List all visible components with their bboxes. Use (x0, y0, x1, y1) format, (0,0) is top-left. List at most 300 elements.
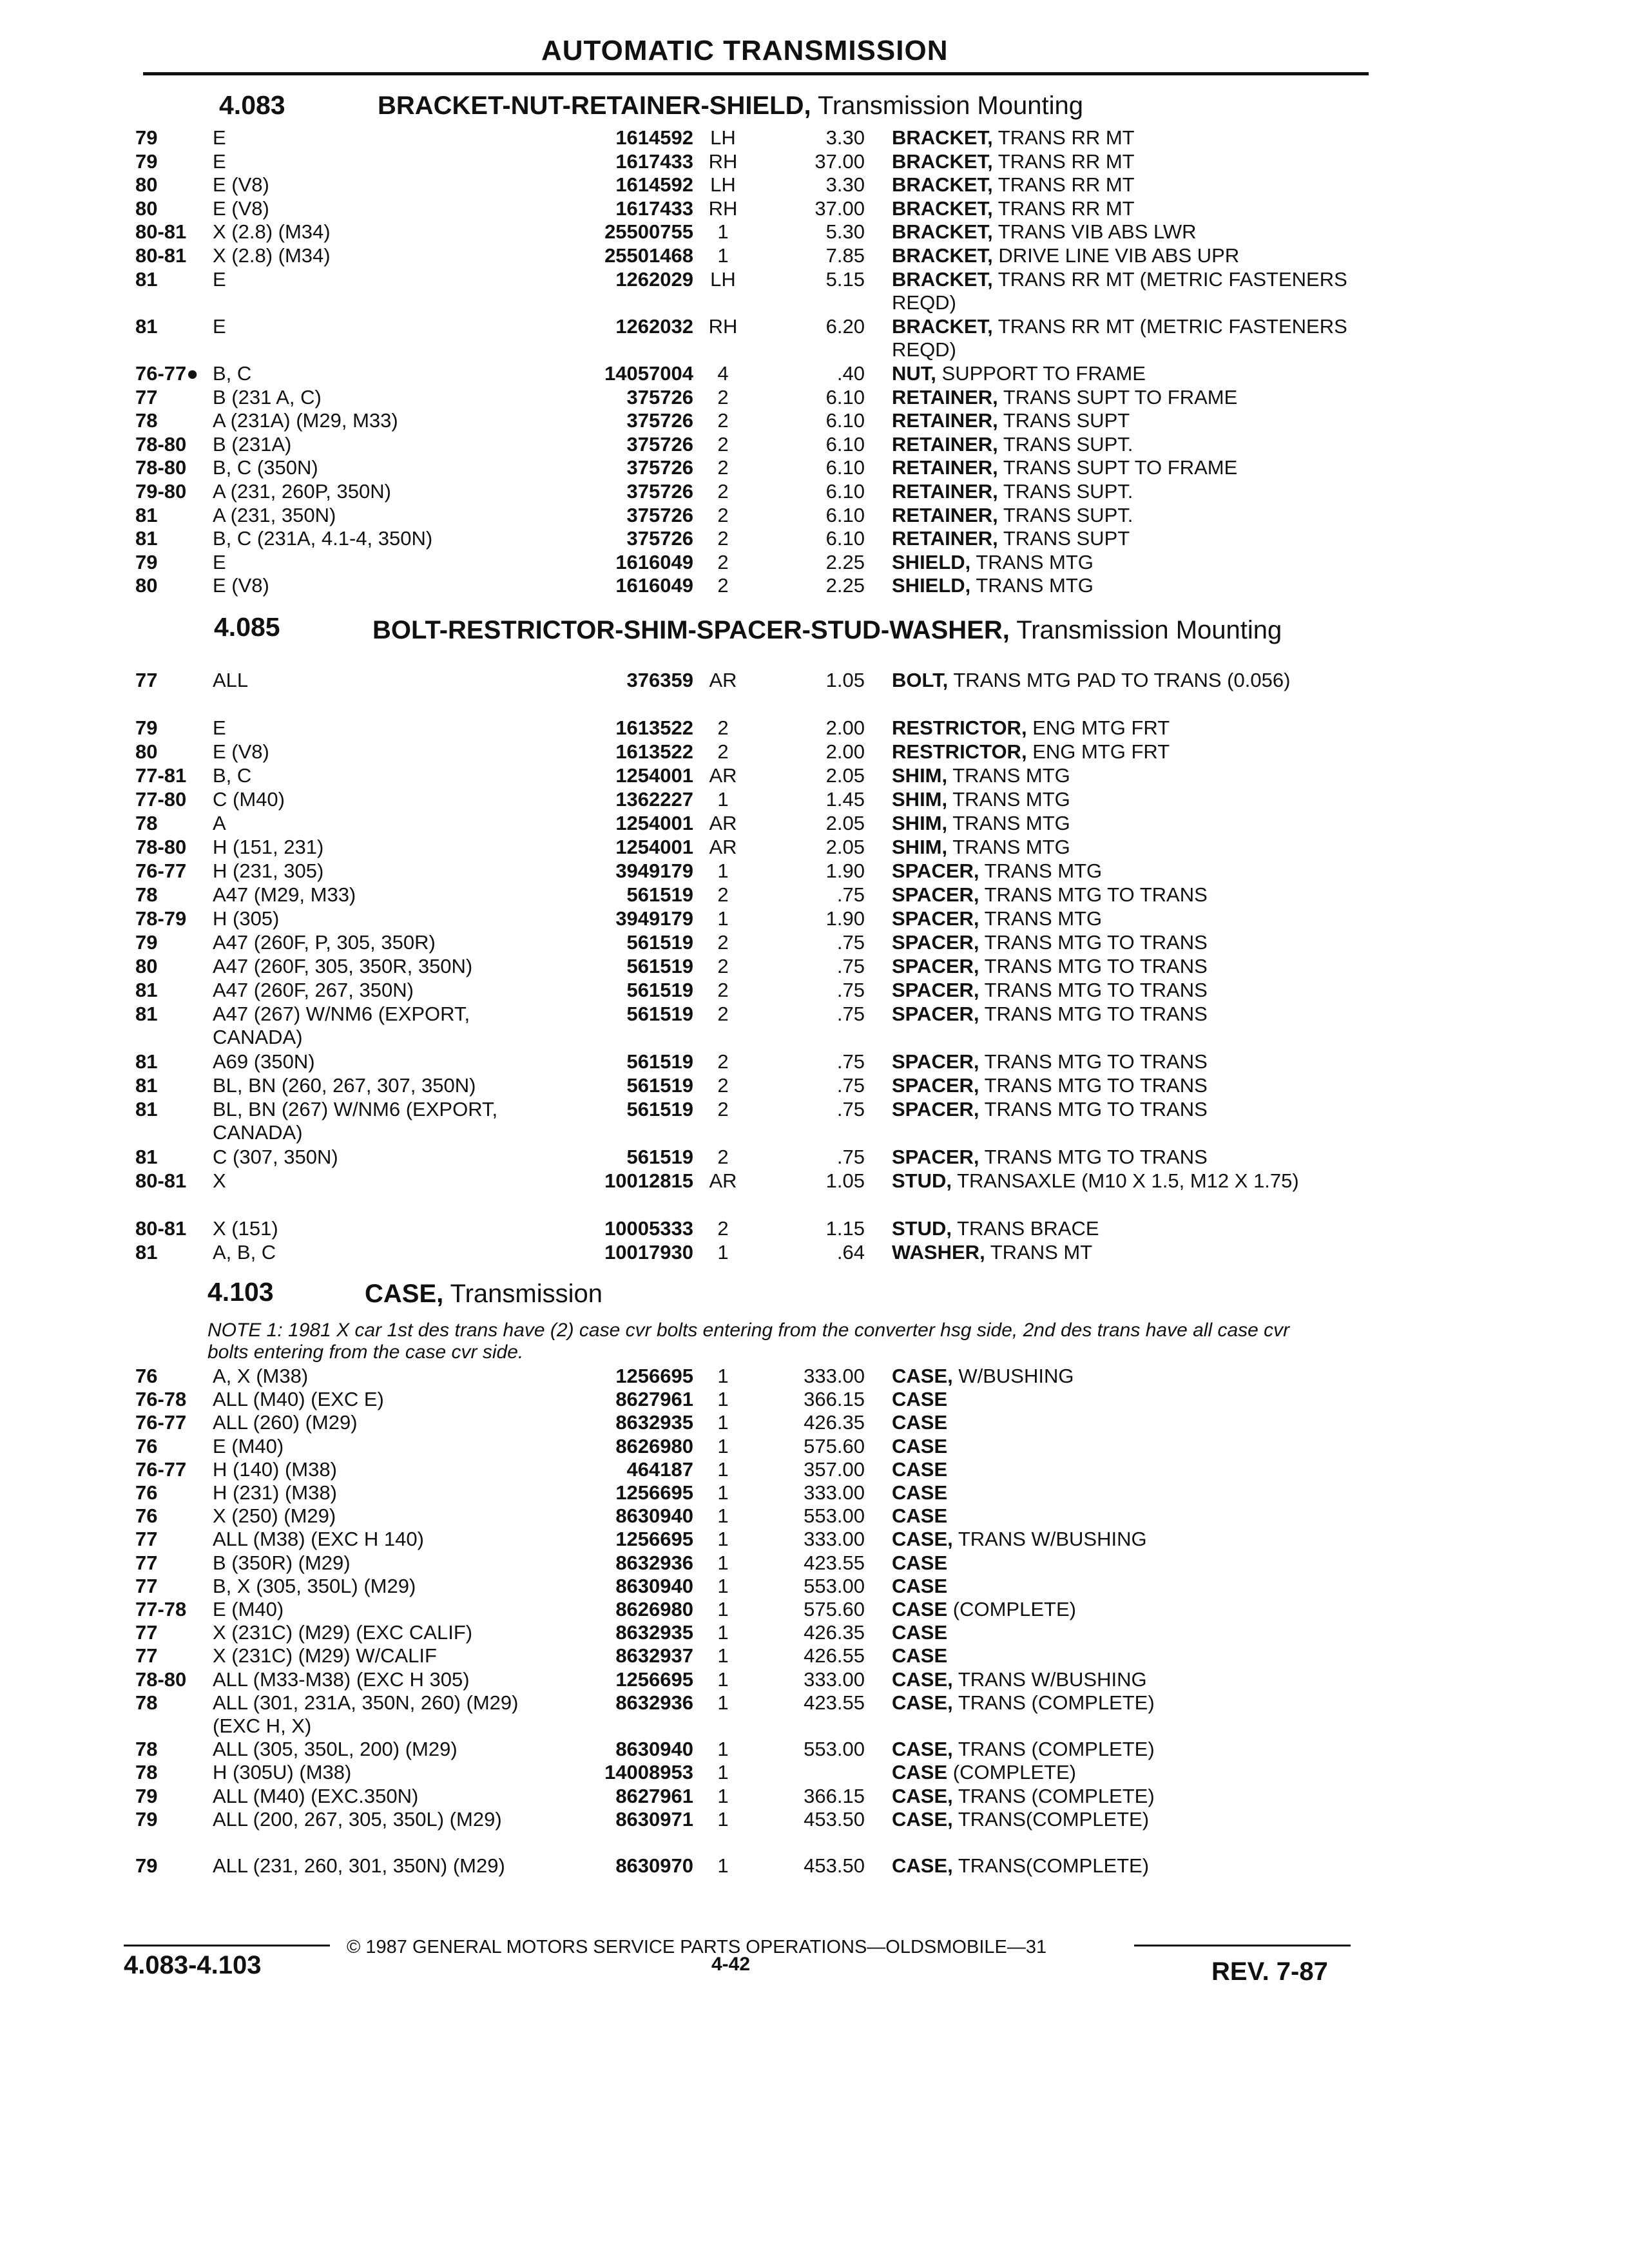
price: .75 (836, 883, 865, 906)
model-year: 81 (135, 1241, 158, 1264)
part-number: 1256695 (615, 1528, 693, 1551)
quantity: 2 (717, 1003, 729, 1025)
part-number: 1256695 (615, 1365, 693, 1387)
part-number: 1262029 (615, 267, 693, 291)
part-detail: TRANS MTG TO TRANS (984, 883, 1208, 906)
section-title-bold: CASE, (365, 1280, 444, 1308)
price: 426.55 (804, 1644, 865, 1667)
section-title (372, 616, 1339, 644)
price: 366.15 (804, 1784, 865, 1807)
part-name: NUT, (892, 362, 936, 385)
price: 553.00 (804, 1738, 865, 1761)
part-detail: TRANS MTG (952, 836, 1070, 858)
model-year: 81 (135, 1003, 158, 1025)
part-number: 375726 (626, 503, 693, 526)
part-number: 561519 (626, 1003, 693, 1025)
description (892, 716, 1362, 740)
quantity: RH (708, 149, 738, 173)
model-year: 77-81 (135, 764, 187, 787)
quantity: 1 (717, 1784, 729, 1807)
part-detail: TRANS RR MT (998, 126, 1135, 149)
quantity: 2 (717, 716, 729, 739)
description (892, 551, 1362, 574)
part-name: SHIELD, (892, 574, 971, 597)
quantity: 1 (717, 1457, 729, 1481)
part-detail: TRANS(COMPLETE) (958, 1854, 1150, 1878)
application: C (307, 350N) (213, 1146, 338, 1168)
part-number: 1262032 (615, 314, 693, 338)
model-year: 79 (135, 931, 158, 954)
model-year: 80-81 (135, 1169, 187, 1192)
application: A (231, 350N) (213, 503, 336, 526)
quantity: 2 (717, 385, 729, 408)
part-detail: TRANS MTG PAD TO TRANS (0.056) (953, 669, 1291, 691)
part-name: CASE (892, 1574, 948, 1597)
quantity: 1 (717, 1854, 729, 1878)
application: B (231A) (213, 432, 292, 456)
price: 423.55 (804, 1691, 865, 1714)
part-detail: TRANS SUPT (1003, 527, 1130, 550)
description (892, 931, 1362, 954)
part-number: 8630971 (615, 1807, 693, 1831)
application: B, C (231A, 4.1-4, 350N) (213, 527, 433, 550)
application: A47 (267) W/NM6 (EXPORT, CANADA) (213, 1003, 470, 1048)
quantity: 1 (717, 1411, 729, 1434)
part-detail: TRANS MTG TO TRANS (984, 1050, 1208, 1073)
part-detail: TRANS RR MT (METRIC FASTENERS REQD) (892, 267, 1347, 314)
model-year: 79-80 (135, 480, 187, 503)
part-name: SPACER, (892, 860, 979, 882)
part-detail: TRANSAXLE (M10 X 1.5, M12 X 1.75) (957, 1169, 1299, 1192)
part-name: BRACKET, (892, 197, 993, 220)
description (892, 1435, 1362, 1458)
model-year: 78-80 (135, 1667, 187, 1691)
part-detail: SUPPORT TO FRAME (941, 362, 1146, 385)
model-year: 78 (135, 1691, 158, 1714)
quantity: 1 (717, 1434, 729, 1457)
part-number: 8632937 (615, 1644, 693, 1667)
part-number: 1256695 (615, 1667, 693, 1691)
quantity: 1 (717, 1528, 729, 1551)
quantity: 2 (717, 979, 729, 1001)
quantity: 2 (717, 480, 729, 503)
section-title-rest: Transmission Mounting (1009, 616, 1282, 644)
quantity: 2 (717, 931, 729, 954)
price: 1.05 (825, 1169, 865, 1192)
description (892, 1388, 1362, 1411)
part-detail: TRANS MTG (976, 550, 1094, 573)
quantity: 1 (717, 1481, 729, 1504)
price: 5.30 (825, 220, 865, 244)
part-name: CASE, (892, 1807, 953, 1831)
model-year: 78-79 (135, 907, 187, 930)
part-name: CASE (892, 1411, 948, 1434)
model-year: 80-81 (135, 244, 187, 267)
part-number: 561519 (626, 1098, 693, 1120)
model-year: 80-81 (135, 220, 187, 244)
description (892, 1411, 1362, 1434)
model-year: 77-80 (135, 788, 187, 811)
description (892, 126, 1362, 149)
part-detail: TRANS VIB ABS LWR (998, 220, 1197, 244)
application: E (213, 716, 226, 739)
quantity: 1 (717, 788, 729, 811)
part-name: CASE (892, 1551, 948, 1574)
price: 1.45 (825, 788, 865, 811)
part-detail: TRANS MTG (952, 812, 1070, 834)
header-rule (143, 72, 1369, 75)
price: .75 (836, 1146, 865, 1168)
model-year: 81 (135, 1050, 158, 1073)
application: X (2.8) (M34) (213, 220, 331, 244)
description (892, 1528, 1362, 1551)
part-name: CASE (892, 1761, 948, 1784)
application: ALL (M40) (EXC.350N) (213, 1784, 419, 1807)
application: C (M40) (213, 788, 285, 811)
part-name: WASHER, (892, 1241, 985, 1264)
application: A, B, C (213, 1241, 276, 1264)
quantity: 2 (717, 503, 729, 526)
part-number: 8632935 (615, 1621, 693, 1644)
application: H (140) (M38) (213, 1457, 337, 1481)
description (892, 1854, 1362, 1878)
quantity: 1 (717, 1388, 729, 1411)
model-year: 76 (135, 1434, 158, 1457)
model-year: 77 (135, 669, 158, 691)
price: 2.05 (825, 836, 865, 858)
part-number: 464187 (626, 1457, 693, 1481)
description (892, 1808, 1362, 1831)
page-title: AUTOMATIC TRANSMISSION (541, 35, 949, 66)
model-year: 81 (135, 1098, 158, 1120)
part-detail: TRANS RR MT (998, 197, 1135, 220)
description (892, 1644, 1362, 1667)
part-number: 8627961 (615, 1784, 693, 1807)
part-name: SHIM, (892, 788, 948, 811)
part-number: 561519 (626, 955, 693, 977)
application: E (213, 149, 226, 173)
application: ALL (260) (M29) (213, 1411, 358, 1434)
price: 333.00 (804, 1481, 865, 1504)
price: 2.25 (825, 550, 865, 573)
quantity: 2 (717, 955, 729, 977)
application: H (151, 231) (213, 836, 324, 858)
description (892, 1738, 1362, 1761)
application: A47 (260F, 305, 350R, 350N) (213, 955, 473, 977)
model-year: 79 (135, 550, 158, 573)
description (892, 574, 1362, 597)
description (892, 1552, 1362, 1575)
price: 37.00 (815, 149, 865, 173)
quantity: 1 (717, 1644, 729, 1667)
price: 426.35 (804, 1411, 865, 1434)
part-name: RETAINER, (892, 432, 998, 456)
price: 6.20 (825, 314, 865, 338)
quantity: 2 (717, 527, 729, 550)
model-year: 79 (135, 126, 158, 149)
application: E (213, 126, 226, 149)
part-number: 1254001 (615, 812, 693, 834)
description (892, 740, 1362, 764)
description (892, 1241, 1362, 1264)
part-name: CASE, (892, 1365, 953, 1387)
model-year: 79 (135, 716, 158, 739)
part-name: CASE (892, 1504, 948, 1528)
quantity: 2 (717, 883, 729, 906)
model-year: 80 (135, 173, 158, 197)
application: X (250) (M29) (213, 1504, 336, 1528)
application: X (231C) (M29) (EXC CALIF) (213, 1621, 473, 1644)
part-detail: TRANS MT (990, 1241, 1093, 1264)
quantity: 1 (717, 1598, 729, 1620)
application: B, C (213, 764, 252, 787)
price: .64 (836, 1241, 865, 1264)
part-detail: TRANS MTG TO TRANS (984, 1098, 1208, 1120)
quantity: AR (709, 669, 737, 691)
part-number: 375726 (626, 409, 693, 432)
footer-section-range: 4.083-4.103 (124, 1951, 262, 1979)
price: 453.50 (804, 1854, 865, 1878)
description (892, 1098, 1362, 1121)
part-name: RETAINER, (892, 503, 998, 526)
model-year: 79 (135, 1807, 158, 1831)
part-detail: TRANS (COMPLETE) (958, 1784, 1155, 1807)
part-name: SPACER, (892, 955, 979, 977)
part-name: RESTRICTOR, (892, 716, 1027, 739)
part-detail: TRANS SUPT TO FRAME (1003, 385, 1238, 408)
part-name: CASE (892, 1621, 948, 1644)
application: B (350R) (M29) (213, 1551, 351, 1574)
section-title-bold: BOLT-RESTRICTOR-SHIM-SPACER-STUD-WASHER, (372, 616, 1010, 644)
description (892, 386, 1362, 409)
description (892, 480, 1362, 503)
application: ALL (M33-M38) (EXC H 305) (213, 1667, 470, 1691)
part-detail: TRANS BRACE (957, 1217, 1099, 1240)
application: E (M40) (213, 1598, 284, 1620)
description (892, 1146, 1362, 1169)
description (892, 860, 1362, 883)
application: E (M40) (213, 1434, 284, 1457)
quantity: AR (709, 764, 737, 787)
part-name: BRACKET, (892, 173, 993, 197)
part-number: 10012815 (604, 1169, 693, 1192)
part-detail: TRANS RR MT (998, 149, 1135, 173)
price: 426.35 (804, 1621, 865, 1644)
model-year: 79 (135, 1784, 158, 1807)
description (892, 1458, 1362, 1481)
part-number: 8630940 (615, 1738, 693, 1761)
description (892, 244, 1362, 267)
part-name: SPACER, (892, 979, 979, 1001)
quantity: 1 (717, 1551, 729, 1574)
part-number: 376359 (626, 669, 693, 691)
quantity: 1 (717, 1241, 729, 1264)
model-year: 80 (135, 955, 158, 977)
footer-rule-right (1134, 1945, 1351, 1946)
application: E (V8) (213, 574, 269, 597)
part-detail: TRANS MTG TO TRANS (984, 1074, 1208, 1097)
quantity: 1 (717, 860, 729, 882)
part-name: SPACER, (892, 907, 979, 930)
description (892, 1598, 1362, 1621)
footer-rule-left (124, 1945, 330, 1946)
price: 423.55 (804, 1551, 865, 1574)
part-number: 1254001 (615, 764, 693, 787)
part-name: BRACKET, (892, 220, 993, 244)
quantity: 1 (717, 1667, 729, 1691)
part-name: CASE (892, 1457, 948, 1481)
footer-revision: REV. 7-87 (1211, 1957, 1328, 1986)
part-name: SPACER, (892, 931, 979, 954)
model-year: 80 (135, 197, 158, 220)
part-number: 10005333 (604, 1217, 693, 1240)
quantity: AR (709, 1169, 737, 1192)
part-detail: TRANS RR MT (998, 173, 1135, 197)
price: 6.10 (825, 432, 865, 456)
quantity: 1 (717, 1574, 729, 1597)
part-number: 561519 (626, 931, 693, 954)
part-number: 1617433 (615, 197, 693, 220)
section-title-rest: Transmission (443, 1280, 602, 1308)
price: .40 (836, 362, 865, 385)
model-year: 80-81 (135, 1217, 187, 1240)
part-detail: TRANS RR MT (METRIC FASTENERS REQD) (892, 314, 1347, 361)
price: 1.90 (825, 907, 865, 930)
description (892, 409, 1362, 432)
model-year: 79 (135, 1854, 158, 1878)
price: 6.10 (825, 527, 865, 550)
part-name: BRACKET, (892, 126, 993, 149)
model-year: 77 (135, 385, 158, 408)
price: 6.10 (825, 480, 865, 503)
part-number: 25500755 (604, 220, 693, 244)
price: 575.60 (804, 1598, 865, 1620)
description (892, 907, 1362, 930)
description (892, 315, 1362, 361)
part-name: SPACER, (892, 1098, 979, 1120)
part-number: 8630970 (615, 1854, 693, 1878)
price: 366.15 (804, 1388, 865, 1411)
part-name: STUD, (892, 1217, 952, 1240)
model-year: 81 (135, 1146, 158, 1168)
quantity: LH (710, 126, 736, 149)
section-number: 4.103 (207, 1277, 274, 1307)
part-number: 10017930 (604, 1241, 693, 1264)
model-year: 76-77 (135, 860, 187, 882)
part-name: SHIM, (892, 812, 948, 834)
description (892, 504, 1362, 527)
quantity: 1 (717, 1504, 729, 1528)
part-number: 1614592 (615, 126, 693, 149)
part-detail: ENG MTG FRT (1032, 740, 1170, 763)
section-title (365, 1280, 1512, 1308)
price: 2.05 (825, 764, 865, 787)
quantity: 1 (717, 1761, 729, 1784)
part-name: SPACER, (892, 1003, 979, 1025)
part-name: SPACER, (892, 883, 979, 906)
description (892, 1217, 1362, 1240)
part-name: BRACKET, (892, 267, 993, 291)
price: 1.05 (825, 669, 865, 691)
quantity: 2 (717, 1146, 729, 1168)
price: 553.00 (804, 1574, 865, 1597)
quantity: 1 (717, 220, 729, 244)
application: X (231C) (M29) W/CALIF (213, 1644, 437, 1667)
application: E (213, 550, 226, 573)
model-year: 80 (135, 574, 158, 597)
part-number: 1256695 (615, 1481, 693, 1504)
part-detail: (COMPLETE) (952, 1761, 1076, 1784)
model-year: 76-77 (135, 1457, 187, 1481)
application: X (151) (213, 1217, 278, 1240)
price: 5.15 (825, 267, 865, 291)
quantity: 1 (717, 1807, 729, 1831)
part-detail: TRANS SUPT. (1003, 503, 1133, 526)
part-number: 561519 (626, 1074, 693, 1097)
part-detail: TRANS SUPT. (1003, 432, 1133, 456)
part-number: 375726 (626, 456, 693, 479)
part-name: CASE (892, 1598, 948, 1620)
model-year: 78 (135, 883, 158, 906)
section-title-bold: BRACKET-NUT-RETAINER-SHIELD, (378, 91, 811, 120)
price: 2.05 (825, 812, 865, 834)
part-name: RETAINER, (892, 527, 998, 550)
description (892, 788, 1362, 811)
section-title-rest: Transmission Mounting (811, 91, 1083, 120)
application: BL, BN (260, 267, 307, 350N) (213, 1074, 476, 1097)
model-year: 77 (135, 1574, 158, 1597)
application: ALL (200, 267, 305, 350L) (M29) (213, 1807, 502, 1831)
part-name: CASE, (892, 1667, 953, 1691)
price: 2.00 (825, 740, 865, 763)
part-number: 375726 (626, 480, 693, 503)
price: .75 (836, 1050, 865, 1073)
price: 3.30 (825, 126, 865, 149)
price: 6.10 (825, 456, 865, 479)
part-detail: TRANS (COMPLETE) (958, 1691, 1155, 1714)
part-name: SPACER, (892, 1146, 979, 1168)
quantity: 2 (717, 432, 729, 456)
description (892, 433, 1362, 456)
description (892, 883, 1362, 907)
description (892, 979, 1362, 1002)
part-detail: TRANS SUPT. (1003, 480, 1133, 503)
application: ALL (M40) (EXC E) (213, 1388, 384, 1411)
part-name: CASE (892, 1644, 948, 1667)
application: ALL (305, 350L, 200) (M29) (213, 1738, 458, 1761)
part-name: CASE (892, 1434, 948, 1457)
description (892, 173, 1362, 197)
section-number: 4.083 (219, 90, 285, 120)
part-name: RETAINER, (892, 456, 998, 479)
application: A (231, 260P, 350N) (213, 480, 391, 503)
price: 6.10 (825, 409, 865, 432)
part-detail: TRANS MTG (976, 574, 1094, 597)
part-number: 8632935 (615, 1411, 693, 1434)
part-detail: TRANS(COMPLETE) (958, 1807, 1150, 1831)
footer-copyright: © 1987 GENERAL MOTORS SERVICE PARTS OPERATIONS—OLDSMOBILE—31 (347, 1937, 1047, 1957)
model-year: 78 (135, 1738, 158, 1761)
part-number: 14057004 (604, 362, 693, 385)
model-year: 77 (135, 1644, 158, 1667)
part-number: 8630940 (615, 1504, 693, 1528)
model-year: 78-80 (135, 456, 187, 479)
application: E (213, 314, 226, 338)
quantity: 2 (717, 740, 729, 763)
part-name: CASE (892, 1388, 948, 1411)
part-name: BRACKET, (892, 244, 993, 267)
price: 453.50 (804, 1807, 865, 1831)
